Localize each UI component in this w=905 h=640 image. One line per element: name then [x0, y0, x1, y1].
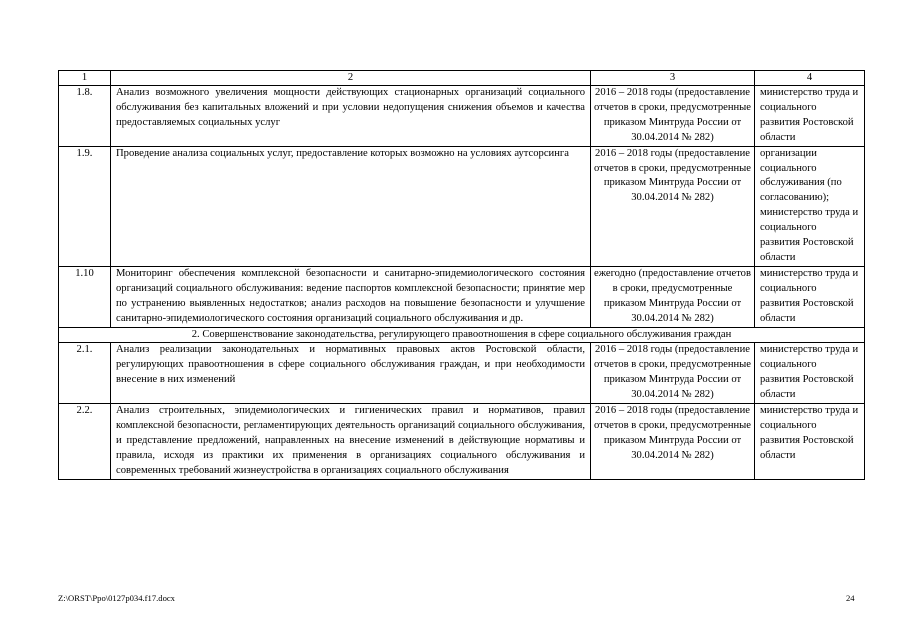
- row-description: Анализ возможного увеличения мощности действующих стационарных организаций социального обслуживания без капитальных вложений и при условии недопущения снижения объемов и качества предоставляемых социальных услуг: [111, 86, 591, 147]
- row-description: Мониторинг обеспечения комплексной безопасности и санитарно-эпидемиологического состояния организаций социального обслуживания: ведение паспортов комплексной безопасности; принятие мер по устранению выявленных недостатков; анализ расходов на повышение безопасности и улучшение санитарно-эпидемиологического состояния организаций социального обслуживания и др.: [111, 266, 591, 327]
- row-term: 2016 – 2018 годы (предоставление отчетов в сроки, предусмотренные приказом Минтруда России от 30.04.2014 № 282): [591, 86, 755, 147]
- table-row: [59, 266, 865, 327]
- table-header-row: [59, 71, 865, 86]
- row-term: 2016 – 2018 годы (предоставление отчетов в сроки, предусмотренные приказом Минтруда России от 30.04.2014 № 282): [591, 146, 755, 266]
- row-number: 1.10: [59, 266, 111, 327]
- section-heading: 2. Совершенствование законодательства, регулирующего правоотношения в сфере социального обслуживания граждан: [59, 327, 865, 343]
- row-term: 2016 – 2018 годы (предоставление отчетов в сроки, предусмотренные приказом Минтруда России от 30.04.2014 № 282): [591, 404, 755, 480]
- row-executor: министерство труда и социального развития Ростовской области: [755, 404, 865, 480]
- row-executor: министерство труда и социального развития Ростовской области: [755, 266, 865, 327]
- table-row: [59, 86, 865, 147]
- row-description: Анализ строительных, эпидемиологических и гигиенических правил и нормативов, правил комплексной безопасности, регламентирующих деятельность организаций социального обслуживания, и представление предложений, направленных на внесение изменений в действующие нормативы и правила, исходя из практики их применения в организациях социального обслуживания и современных требований жизнеустройства в организациях социального обслуживания: [111, 404, 591, 480]
- header-cell-4: 4: [755, 71, 865, 86]
- row-executor: министерство труда и социального развития Ростовской области: [755, 86, 865, 147]
- row-number: 2.1.: [59, 343, 111, 404]
- row-executor: министерство труда и социального развития Ростовской области: [755, 343, 865, 404]
- table-row: [59, 343, 865, 404]
- row-number: 2.2.: [59, 404, 111, 480]
- section-row: [59, 327, 865, 343]
- header-cell-1: 1: [59, 71, 111, 86]
- row-number: 1.8.: [59, 86, 111, 147]
- measures-table: [58, 70, 865, 480]
- table-row: [59, 146, 865, 266]
- row-term: ежегодно (предоставление отчетов в сроки, предусмотренные приказом Минтруда России от 30.04.2014 № 282): [591, 266, 755, 327]
- row-term: 2016 – 2018 годы (предоставление отчетов в сроки, предусмотренные приказом Минтруда России от 30.04.2014 № 282): [591, 343, 755, 404]
- row-executor: организации социального обслуживания (по согласованию); министерство труда и социального развития Ростовской области: [755, 146, 865, 266]
- footer-file-path: Z:\ORST\Ppo\0127p034.f17.docx: [58, 593, 175, 603]
- header-cell-2: 2: [111, 71, 591, 86]
- table-row: [59, 404, 865, 480]
- header-cell-3: 3: [591, 71, 755, 86]
- row-description: Анализ реализации законодательных и нормативных правовых актов Ростовской области, регулирующих правоотношения в сфере социального обслуживания граждан, и при необходимости внесение в них изменений: [111, 343, 591, 404]
- page-number: 24: [846, 593, 855, 603]
- row-number: 1.9.: [59, 146, 111, 266]
- row-description: Проведение анализа социальных услуг, предоставление которых возможно на условиях аутсорсинга: [111, 146, 591, 266]
